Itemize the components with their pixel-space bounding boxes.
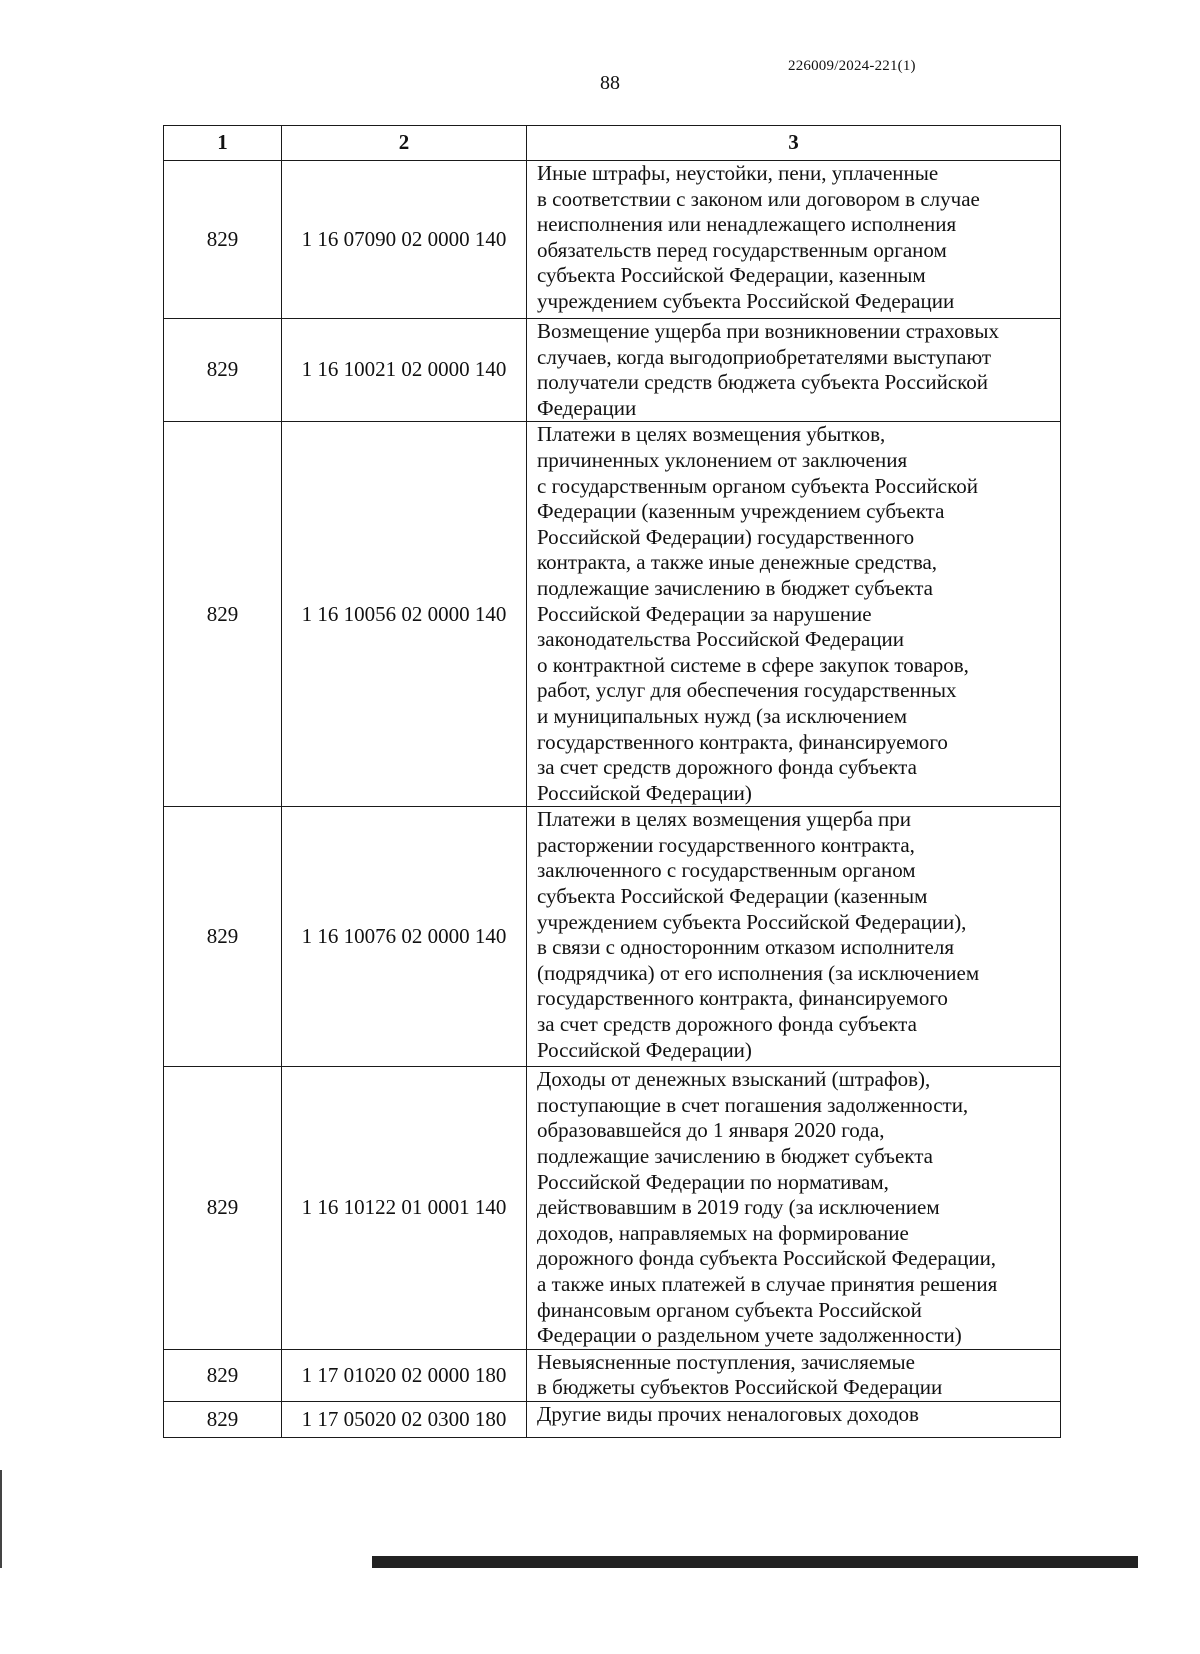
admin-code-cell: 829 [164,422,282,807]
description-cell: Платежи в целях возмещения ущерба при расторжении государственного контракта, заключенного с государственным органом субъекта Российской Федерации (казенным учреждением субъекта Российской Федерации), в связи с односторонним отказом исполнителя (подрядчика) от его исполнения (за исключением государственного контракта, финансируемого за счет средств дорожного фонда субъекта Российской Федерации) [527,807,1061,1067]
table-header-row [164,126,1061,161]
admin-code-cell: 829 [164,1402,282,1438]
scan-edge-mark [0,1470,2,1568]
budget-code-cell: 1 16 10076 02 0000 140 [282,807,527,1067]
budget-code-cell: 1 16 10021 02 0000 140 [282,319,527,422]
budget-code-cell: 1 17 05020 02 0300 180 [282,1402,527,1438]
description-cell: Иные штрафы, неустойки, пени, уплаченные в соответствии с законом или договором в случае неисполнения или ненадлежащего исполнения обязательств перед государственным органом субъекта Российской Федерации, казенным учреждением субъекта Российской Федерации [527,161,1061,319]
table-row [164,422,1061,807]
table-row [164,1402,1061,1438]
admin-code-cell: 829 [164,161,282,319]
table-body [164,161,1061,1438]
budget-code-cell: 1 16 10056 02 0000 140 [282,422,527,807]
document-number: 226009/2024-221(1) [788,58,916,74]
budget-code-cell: 1 16 10122 01 0001 140 [282,1067,527,1350]
budget-code-cell: 1 16 07090 02 0000 140 [282,161,527,319]
scan-bottom-bar [372,1556,1138,1568]
admin-code-cell: 829 [164,1349,282,1401]
table-row [164,1349,1061,1401]
description-cell: Доходы от денежных взысканий (штрафов), поступающие в счет погашения задолженности, образовавшейся до 1 января 2020 года, подлежащие зачислению в бюджет субъекта Российской Федерации по нормативам, действовавшим в 2019 году (за исключением доходов, направляемых на формирование дорожного фонда субъекта Российской Федерации, а также иных платежей в случае принятия решения финансовым органом субъекта Российской Федерации о раздельном учете задолженности) [527,1067,1061,1350]
revenue-codes-table [163,125,1061,1438]
column-header-2: 2 [282,126,527,161]
page-number: 88 [600,72,620,94]
budget-code-cell: 1 17 01020 02 0000 180 [282,1349,527,1401]
table-row [164,161,1061,319]
table-row [164,319,1061,422]
description-cell: Возмещение ущерба при возникновении страховых случаев, когда выгодоприобретателями выступают получатели средств бюджета субъекта Российской Федерации [527,319,1061,422]
table-row [164,1067,1061,1350]
description-cell: Платежи в целях возмещения убытков, причиненных уклонением от заключения с государственным органом субъекта Российской Федерации (казенным учреждением субъекта Российской Федерации) государственного контракта, а также иные денежные средства, подлежащие зачислению в бюджет субъекта Российской Федерации за нарушение законодательства Российской Федерации о контрактной системе в сфере закупок товаров, работ, услуг для обеспечения государственных и муниципальных нужд (за исключением государственного контракта, финансируемого за счет средств дорожного фонда субъекта Российской Федерации) [527,422,1061,807]
admin-code-cell: 829 [164,1067,282,1350]
column-header-3: 3 [527,126,1061,161]
description-cell: Невыясненные поступления, зачисляемые в бюджеты субъектов Российской Федерации [527,1349,1061,1401]
admin-code-cell: 829 [164,807,282,1067]
description-cell: Другие виды прочих неналоговых доходов [527,1402,1061,1438]
admin-code-cell: 829 [164,319,282,422]
table-row [164,807,1061,1067]
column-header-1: 1 [164,126,282,161]
